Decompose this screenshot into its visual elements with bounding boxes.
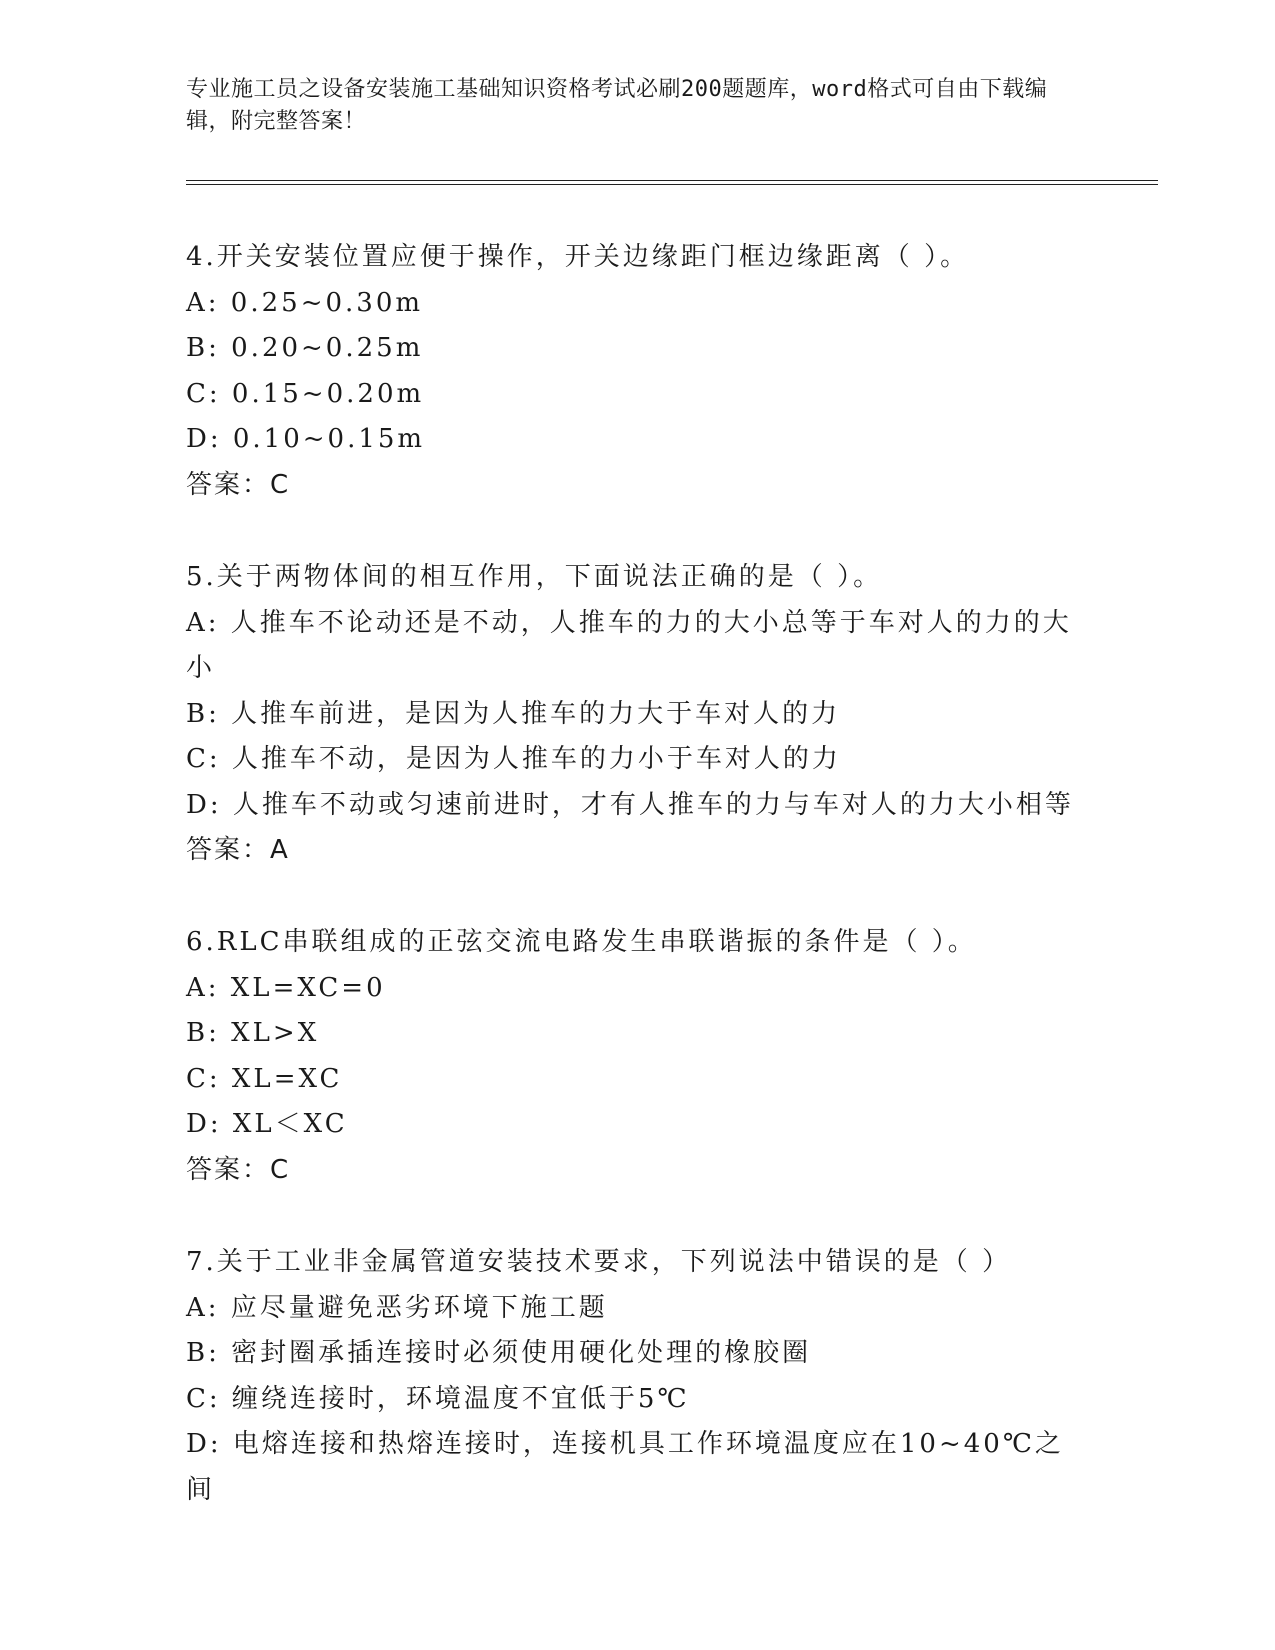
question-title: 6.RLC串联组成的正弦交流电路发生串联谐振的条件是（ ）。 [186,927,977,957]
option-a: A: 人推车不论动还是不动，人推车的力的大小总等于车对人的力的大小 [186,607,1072,683]
option-a: A: XL=XC=0 [186,972,386,1003]
option-c: C: 0.15~0.20m [186,378,425,409]
question-6 [186,920,1086,1193]
option-d: D: 0.10~0.15m [186,424,426,454]
option-b: B: 人推车前进，是因为人推车的力大于车对人的力 [186,698,841,729]
option-b: B: 密封圈承插连接时必须使用硬化处理的橡胶圈 [186,1338,812,1368]
document-header: 专业施工员之设备安装施工基础知识资格考试必刷200题题库，word格式可自由下载编辑，附完整答案！ [186,77,1048,134]
option-b: B: XL>X [186,1018,320,1048]
answer: 答案：C [186,1154,291,1185]
option-c: C: 缠绕连接时，环境温度不宜低于5℃ [186,1383,690,1414]
question-title: 5.关于两物体间的相互作用，下面说法正确的是（ ）。 [186,562,883,592]
option-b: B: 0.20~0.25m [186,333,424,363]
question-7 [186,1240,1086,1513]
header-divider [186,180,1158,185]
answer: 答案：A [186,835,290,865]
option-d: D: 人推车不动或匀速前进时，才有人推车的力与车对人的力大小相等 [186,789,1074,820]
answer: 答案：C [186,469,291,500]
question-5 [186,555,1086,874]
option-d: D: 电熔连接和热熔连接时，连接机具工作环境温度应在10~40℃之间 [186,1429,1064,1505]
option-c: C: 人推车不动，是因为人推车的力小于车对人的力 [186,744,841,774]
option-a: A: 应尽量避免恶劣环境下施工题 [186,1292,608,1323]
option-d: D: XL＜XC [186,1109,348,1139]
question-title: 7.关于工业非金属管道安装技术要求，下列说法中错误的是（ ） [186,1247,1012,1277]
option-c: C: XL=XC [186,1063,343,1094]
question-4 [186,235,1086,508]
question-title: 4.开关安装位置应便于操作，开关边缘距门框边缘距离（ ）。 [186,242,970,272]
option-a: A: 0.25~0.30m [186,287,424,318]
